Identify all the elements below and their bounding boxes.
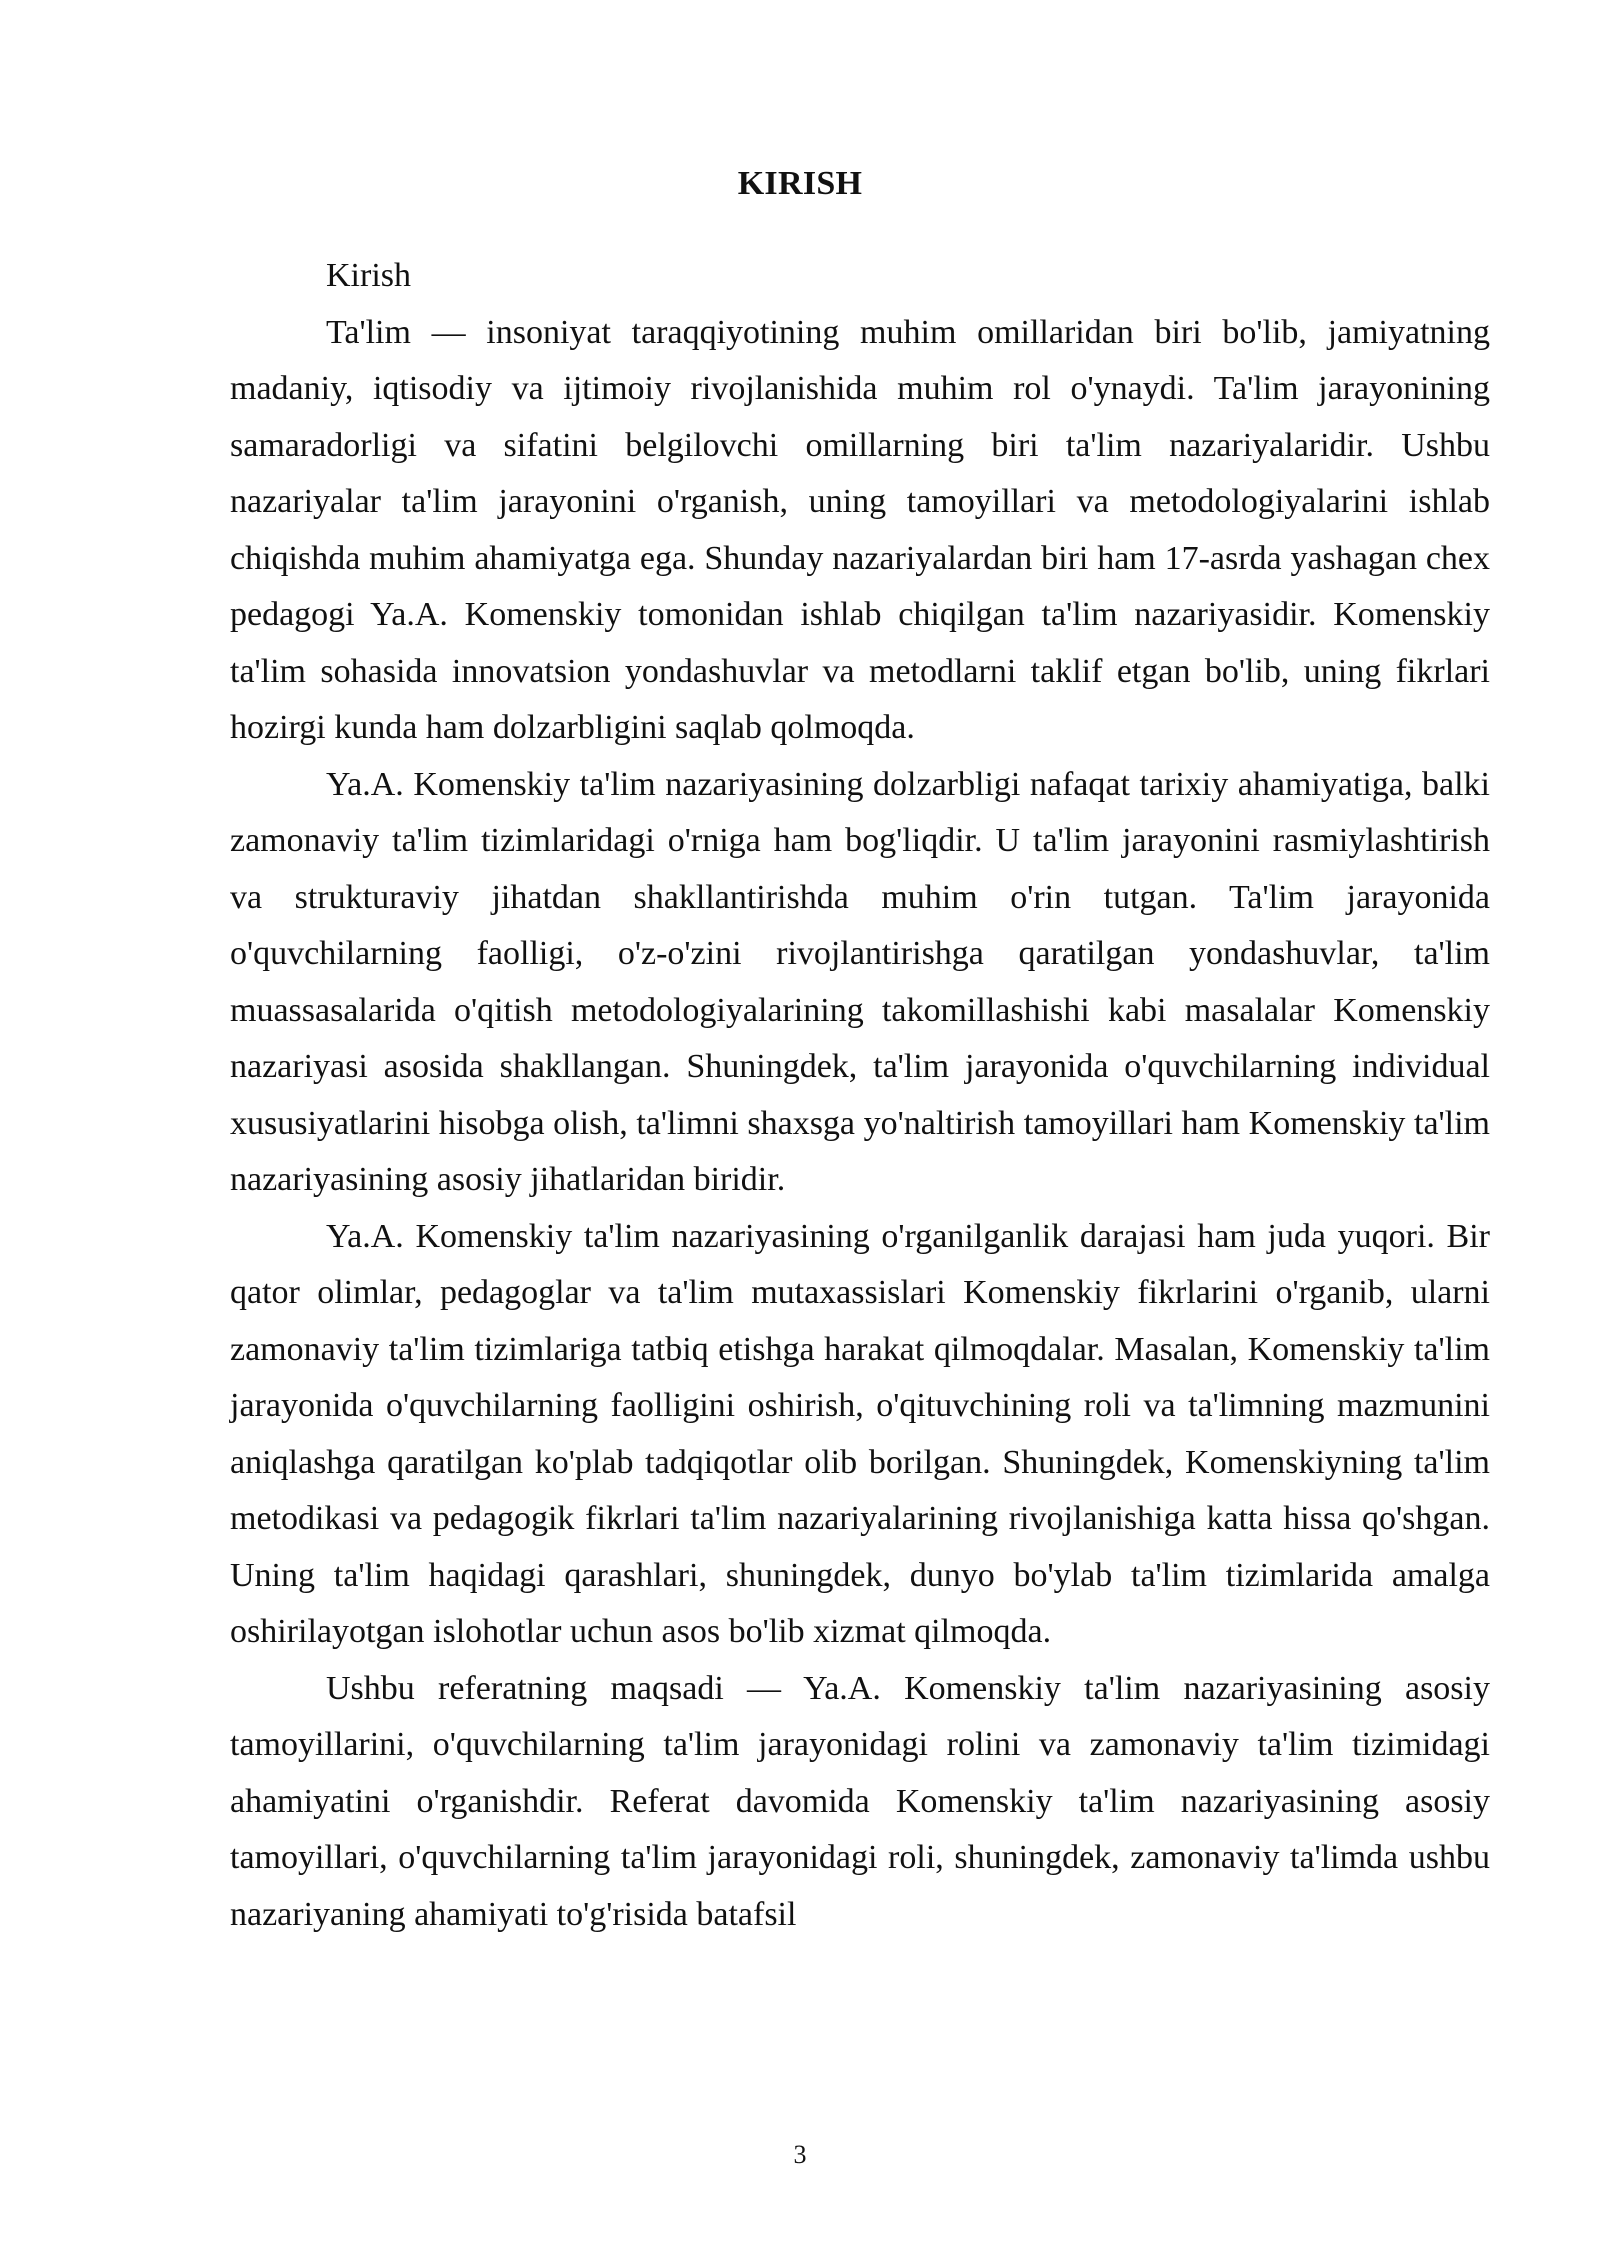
paragraph: Ya.A. Komenskiy ta'lim nazariyasining o'rganilganlik darajasi ham juda yuqori. Bir qator olimlar, pedagoglar va ta'lim mutaxassislari Komenskiy fikrlarini o'rganib, ularni zamonaviy ta'lim tizimlariga tatbiq etishga harakat qilmoqdalar. Masalan, Komenskiy ta'lim jarayonida o'quvchilarning faolligini oshirish, o'qituvchining roli va ta'limning mazmunini aniqlashga qaratilgan ko'plab tadqiqotlar olib borilgan. Shuningdek, Komenskiyning ta'lim metodikasi va pedagogik fikrlari ta'lim nazariyalarining rivojlanishiga katta hissa qo'shgan. Uning ta'lim haqidagi qarashlari, shuningdek, dunyo bo'ylab ta'lim tizimlarida amalga oshirilayotgan islohotlar uchun asos bo'lib xizmat qilmoqda. [230,1217,1490,1650]
paragraph: Ya.A. Komenskiy ta'lim nazariyasining dolzarbligi nafaqat tarixiy ahamiyatiga, balki zamonaviy ta'lim tizimlaridagi o'rniga ham bog'liqdir. U ta'lim jarayonini rasmiylashtirish va strukturaviy jihatdan shakllantirishda muhim o'rin tutgan. Ta'lim jarayonida o'quvchilarning faolligi, o'z-o'zini rivojlantirishga qaratilgan yondashuvlar, ta'lim muassasalarida o'qitish metodologiyalarining takomillashishi kabi masalalar Komenskiy nazariyasi asosida shakllangan. Shuningdek, ta'lim jarayonida o'quvchilarning individual xususiyatlarini hisobga olish, ta'limni shaxsga yo'naltirish tamoyillari ham Komenskiy ta'lim nazariyasining asosiy jihatlaridan biridir. [230,765,1490,1198]
paragraph-subheading: Kirish [326,257,411,294]
paragraph: Ushbu referatning maqsadi — Ya.A. Komenskiy ta'lim nazariyasining asosiy tamoyillarini, o'quvchilarning ta'lim jarayonidagi rolini va zamonaviy ta'lim tizimidagi ahamiyatini o'rganishdir. Referat davomida Komenskiy ta'lim nazariyasining asosiy tamoyillari, o'quvchilarning ta'lim jarayonidagi roli, shuningdek, zamonaviy ta'limda ushbu nazariyaning ahamiyati to'g'risida batafsil [230,1669,1490,1933]
body-text [230,248,1490,1943]
page-heading: KIRISH [737,165,863,202]
paragraph: Ta'lim — insoniyat taraqqiyotining muhim omillaridan biri bo'lib, jamiyatning madaniy, iqtisodiy va ijtimoiy rivojlanishida muhim rol o'ynaydi. Ta'lim jarayonining samaradorligi va sifatini belgilovchi omillarning biri ta'lim nazariyalaridir. Ushbu nazariyalar ta'lim jarayonini o'rganish, uning tamoyillari va metodologiyalarini ishlab chiqishda muhim ahamiyatga ega. Shunday nazariyalardan biri ham 17-asrda yashagan chex pedagogi Ya.A. Komenskiy tomonidan ishlab chiqilgan ta'lim nazariyasidir. Komenskiy ta'lim sohasida innovatsion yondashuvlar va metodlarni taklif etgan bo'lib, uning fikrlari hozirgi kunda ham dolzarbligini saqlab qolmoqda. [230,313,1490,746]
page-number: 3 [793,2140,807,2169]
